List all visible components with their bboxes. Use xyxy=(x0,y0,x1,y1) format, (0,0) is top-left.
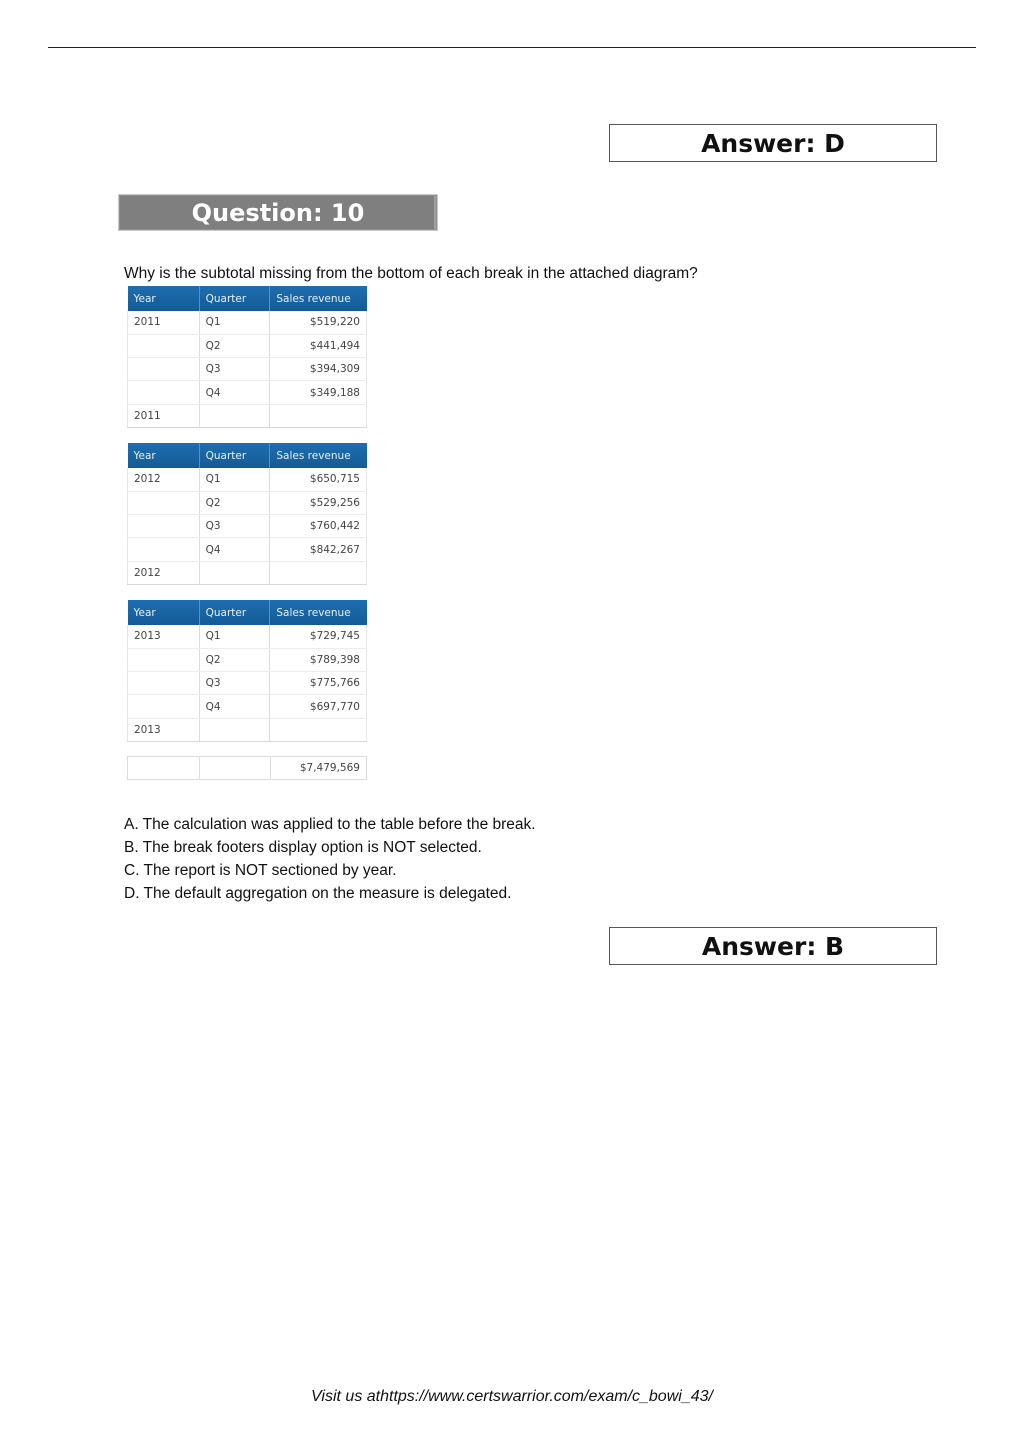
table-row xyxy=(128,625,367,648)
cell-quarter: Q4 xyxy=(199,538,270,561)
break-footer-row xyxy=(128,561,367,584)
cell-year: 2013 xyxy=(128,625,200,648)
table-row xyxy=(128,381,367,404)
table-row xyxy=(128,358,367,381)
cell-quarter: Q2 xyxy=(199,334,270,357)
header-quarter: Quarter xyxy=(199,286,270,311)
report-table xyxy=(127,443,367,585)
header-sales-revenue: Sales revenue xyxy=(270,286,367,311)
cell-revenue: $349,188 xyxy=(270,381,367,404)
footer-year: 2013 xyxy=(128,718,200,741)
cell-year xyxy=(128,358,200,381)
cell-revenue: $697,770 xyxy=(270,695,367,718)
grand-total-empty-cell xyxy=(128,757,200,779)
table-row xyxy=(128,672,367,695)
cell-quarter: Q3 xyxy=(199,672,270,695)
footer-year: 2011 xyxy=(128,404,200,427)
cell-year xyxy=(128,648,200,671)
cell-revenue: $729,745 xyxy=(270,625,367,648)
table-header-row xyxy=(128,600,367,625)
report-block-2012 xyxy=(127,443,367,585)
cell-year xyxy=(128,538,200,561)
cell-quarter: Q1 xyxy=(199,468,270,491)
footer-quarter xyxy=(199,404,270,427)
footer-quarter xyxy=(199,561,270,584)
footer-year: 2012 xyxy=(128,561,200,584)
cell-quarter: Q2 xyxy=(199,491,270,514)
footer-subtotal xyxy=(270,561,367,584)
table-row xyxy=(128,468,367,491)
footer-subtotal xyxy=(270,404,367,427)
cell-revenue: $519,220 xyxy=(270,311,367,334)
answer-options xyxy=(124,813,536,905)
cell-year: 2012 xyxy=(128,468,200,491)
header-quarter: Quarter xyxy=(199,443,270,468)
header-rule xyxy=(48,47,976,48)
grand-total-empty-cell xyxy=(200,757,271,779)
cell-revenue: $842,267 xyxy=(270,538,367,561)
question-title: Question: 10 xyxy=(191,198,365,227)
report-table xyxy=(127,600,367,742)
table-row xyxy=(128,491,367,514)
table-row xyxy=(128,538,367,561)
cell-revenue: $394,309 xyxy=(270,358,367,381)
cell-quarter: Q1 xyxy=(199,625,270,648)
grand-total-row xyxy=(127,756,367,780)
option-d: D. The default aggregation on the measure is delegated. xyxy=(124,885,512,902)
table-row xyxy=(128,695,367,718)
footer-visit-link[interactable]: Visit us athttps://www.certswarrior.com/exam/c_bowi_43/ xyxy=(311,1388,713,1405)
previous-answer-label: Answer: D xyxy=(701,128,845,158)
cell-quarter: Q4 xyxy=(199,381,270,404)
table-header-row xyxy=(128,443,367,468)
cell-quarter: Q3 xyxy=(199,515,270,538)
header-year: Year xyxy=(128,286,200,311)
table-row xyxy=(128,311,367,334)
footer-subtotal xyxy=(270,718,367,741)
cell-year xyxy=(128,672,200,695)
break-footer-row xyxy=(128,404,367,427)
cell-revenue: $789,398 xyxy=(270,648,367,671)
cell-quarter: Q1 xyxy=(199,311,270,334)
grand-total-value: $7,479,569 xyxy=(299,762,360,774)
cell-revenue: $775,766 xyxy=(270,672,367,695)
question-banner xyxy=(118,194,438,231)
cell-year: 2011 xyxy=(128,311,200,334)
cell-quarter: Q4 xyxy=(199,695,270,718)
cell-year xyxy=(128,381,200,404)
cell-year xyxy=(128,491,200,514)
table-row xyxy=(128,515,367,538)
table-row xyxy=(128,334,367,357)
cell-quarter: Q3 xyxy=(199,358,270,381)
header-sales-revenue: Sales revenue xyxy=(270,443,367,468)
answer-label: Answer: B xyxy=(701,931,845,961)
cell-year xyxy=(128,695,200,718)
option-b: B. The break footers display option is NOT selected. xyxy=(124,839,482,856)
footer-quarter xyxy=(199,718,270,741)
header-year: Year xyxy=(128,600,200,625)
answer-box xyxy=(609,927,937,965)
report-block-2011 xyxy=(127,286,367,428)
table-row xyxy=(128,648,367,671)
option-a: A. The calculation was applied to the table before the break. xyxy=(124,816,536,833)
cell-revenue: $760,442 xyxy=(270,515,367,538)
cell-quarter: Q2 xyxy=(199,648,270,671)
cell-year xyxy=(128,515,200,538)
cell-revenue: $441,494 xyxy=(270,334,367,357)
header-quarter: Quarter xyxy=(199,600,270,625)
cell-revenue: $650,715 xyxy=(270,468,367,491)
cell-year xyxy=(128,334,200,357)
previous-answer-box xyxy=(609,124,937,162)
header-sales-revenue: Sales revenue xyxy=(270,600,367,625)
question-text: Why is the subtotal missing from the bottom of each break in the attached diagram? xyxy=(124,265,698,282)
report-table xyxy=(127,286,367,428)
header-year: Year xyxy=(128,443,200,468)
table-header-row xyxy=(128,286,367,311)
option-c: C. The report is NOT sectioned by year. xyxy=(124,862,397,879)
break-footer-row xyxy=(128,718,367,741)
report-block-2013 xyxy=(127,600,367,742)
cell-revenue: $529,256 xyxy=(270,491,367,514)
